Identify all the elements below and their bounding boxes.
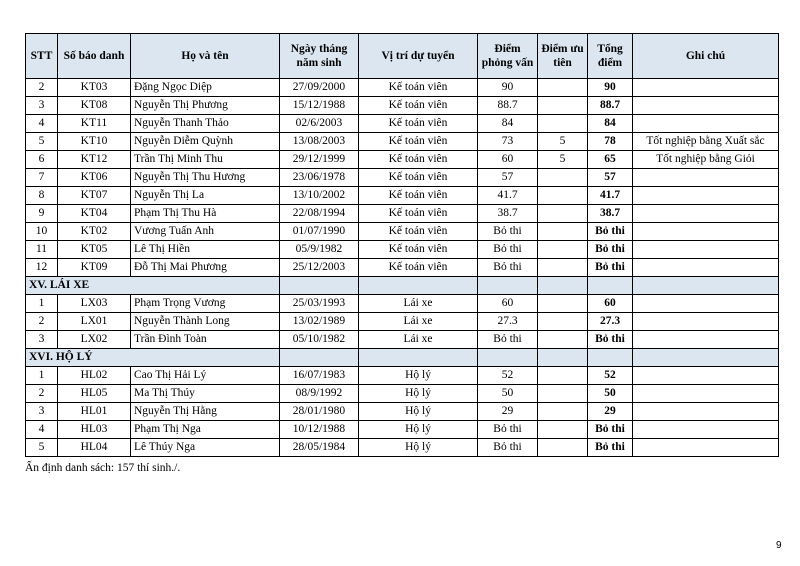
cell-total: 65 [588, 151, 633, 169]
cell-total: Bỏ thi [588, 259, 633, 277]
cell-note [633, 205, 779, 223]
cell-dob: 05/9/1982 [280, 241, 359, 259]
header-note: Ghi chú [633, 34, 779, 79]
cell-priority [538, 223, 588, 241]
cell-interview: 60 [478, 295, 538, 313]
cell-stt: 10 [26, 223, 58, 241]
cell-priority [538, 169, 588, 187]
cell-sbd: KT08 [58, 97, 131, 115]
results-table [25, 33, 779, 457]
cell-sbd: HL05 [58, 385, 131, 403]
cell-sbd: KT03 [58, 79, 131, 97]
cell-stt: 6 [26, 151, 58, 169]
cell-dob: 13/02/1989 [280, 313, 359, 331]
cell-total: 52 [588, 367, 633, 385]
cell-sbd: KT12 [58, 151, 131, 169]
table-row [26, 331, 779, 349]
table-row [26, 241, 779, 259]
cell-stt: 3 [26, 97, 58, 115]
cell-stt: 12 [26, 259, 58, 277]
cell-priority [538, 241, 588, 259]
cell-position: Hộ lý [359, 385, 478, 403]
cell-interview: 90 [478, 79, 538, 97]
cell-total: 29 [588, 403, 633, 421]
cell-total: 27.3 [588, 313, 633, 331]
cell-total: 78 [588, 133, 633, 151]
table-row [26, 169, 779, 187]
cell-name: Ma Thị Thúy [131, 385, 280, 403]
cell-dob: 23/06/1978 [280, 169, 359, 187]
table-row [26, 133, 779, 151]
cell-name: Nguyễn Thị La [131, 187, 280, 205]
cell-position: Lái xe [359, 295, 478, 313]
section-row [26, 277, 779, 295]
cell-dob: 29/12/1999 [280, 151, 359, 169]
cell-position: Lái xe [359, 313, 478, 331]
cell-position: Hộ lý [359, 439, 478, 457]
cell-position: Kế toán viên [359, 205, 478, 223]
cell-priority [538, 421, 588, 439]
section-empty-cell [588, 277, 633, 295]
footer-note: Ấn định danh sách: 157 thí sinh./. [25, 462, 181, 474]
cell-stt: 1 [26, 295, 58, 313]
header-position: Vị trí dự tuyển [359, 34, 478, 79]
section-empty-cell [478, 277, 538, 295]
section-empty-cell [359, 349, 478, 367]
section-row [26, 349, 779, 367]
cell-sbd: HL01 [58, 403, 131, 421]
table-row [26, 313, 779, 331]
table-row [26, 187, 779, 205]
cell-total: Bỏ thi [588, 439, 633, 457]
cell-stt: 3 [26, 403, 58, 421]
cell-priority [538, 367, 588, 385]
cell-interview: Bỏ thi [478, 439, 538, 457]
cell-priority [538, 295, 588, 313]
cell-sbd: KT04 [58, 205, 131, 223]
cell-total: 60 [588, 295, 633, 313]
cell-total: 84 [588, 115, 633, 133]
section-empty-cell [280, 349, 359, 367]
cell-note [633, 403, 779, 421]
cell-note [633, 259, 779, 277]
cell-sbd: LX01 [58, 313, 131, 331]
cell-priority [538, 385, 588, 403]
cell-name: Đỗ Thị Mai Phương [131, 259, 280, 277]
cell-total: 57 [588, 169, 633, 187]
cell-interview: 38.7 [478, 205, 538, 223]
header-interview: Điểm phỏng vấn [478, 34, 538, 79]
cell-total: 90 [588, 79, 633, 97]
cell-sbd: KT09 [58, 259, 131, 277]
cell-stt: 2 [26, 385, 58, 403]
cell-note [633, 331, 779, 349]
cell-interview: 73 [478, 133, 538, 151]
cell-interview: 60 [478, 151, 538, 169]
cell-priority [538, 97, 588, 115]
table-row [26, 259, 779, 277]
cell-position: Kế toán viên [359, 115, 478, 133]
cell-dob: 13/10/2002 [280, 187, 359, 205]
cell-stt: 7 [26, 169, 58, 187]
cell-stt: 3 [26, 331, 58, 349]
cell-name: Lê Thúy Nga [131, 439, 280, 457]
cell-position: Kế toán viên [359, 223, 478, 241]
cell-name: Cao Thị Hải Lý [131, 367, 280, 385]
cell-position: Hộ lý [359, 367, 478, 385]
cell-total: 50 [588, 385, 633, 403]
cell-note [633, 115, 779, 133]
cell-name: Nguyễn Thị Hằng [131, 403, 280, 421]
cell-name: Nguyễn Thị Phương [131, 97, 280, 115]
cell-priority [538, 259, 588, 277]
cell-sbd: KT06 [58, 169, 131, 187]
cell-dob: 16/07/1983 [280, 367, 359, 385]
cell-priority: 5 [538, 151, 588, 169]
cell-position: Kế toán viên [359, 151, 478, 169]
cell-dob: 13/08/2003 [280, 133, 359, 151]
section-empty-cell [588, 349, 633, 367]
cell-interview: 88.7 [478, 97, 538, 115]
cell-priority: 5 [538, 133, 588, 151]
cell-priority [538, 331, 588, 349]
cell-dob: 15/12/1988 [280, 97, 359, 115]
cell-priority [538, 115, 588, 133]
cell-stt: 4 [26, 115, 58, 133]
cell-dob: 22/08/1994 [280, 205, 359, 223]
cell-name: Nguyễn Thanh Thảo [131, 115, 280, 133]
header-stt: STT [26, 34, 58, 79]
cell-note [633, 97, 779, 115]
header-priority: Điểm ưu tiên [538, 34, 588, 79]
cell-position: Kế toán viên [359, 79, 478, 97]
cell-sbd: HL04 [58, 439, 131, 457]
table-row [26, 79, 779, 97]
cell-total: Bỏ thi [588, 241, 633, 259]
cell-interview: Bỏ thi [478, 421, 538, 439]
section-title: XVI. HỘ LÝ [26, 349, 280, 367]
cell-dob: 08/9/1992 [280, 385, 359, 403]
cell-note [633, 313, 779, 331]
cell-sbd: LX02 [58, 331, 131, 349]
cell-position: Kế toán viên [359, 133, 478, 151]
cell-stt: 2 [26, 313, 58, 331]
cell-priority [538, 313, 588, 331]
cell-name: Trần Đình Toàn [131, 331, 280, 349]
cell-stt: 8 [26, 187, 58, 205]
cell-interview: 41.7 [478, 187, 538, 205]
cell-position: Kế toán viên [359, 169, 478, 187]
cell-priority [538, 79, 588, 97]
section-empty-cell [538, 349, 588, 367]
cell-position: Kế toán viên [359, 259, 478, 277]
cell-stt: 1 [26, 367, 58, 385]
cell-position: Kế toán viên [359, 97, 478, 115]
cell-sbd: KT07 [58, 187, 131, 205]
cell-position: Hộ lý [359, 403, 478, 421]
table-row [26, 115, 779, 133]
section-title: XV. LÁI XE [26, 277, 280, 295]
header-row [26, 34, 779, 79]
cell-note [633, 295, 779, 313]
table-row [26, 205, 779, 223]
cell-position: Kế toán viên [359, 187, 478, 205]
cell-name: Nguyễn Thành Long [131, 313, 280, 331]
cell-sbd: KT05 [58, 241, 131, 259]
cell-sbd: HL03 [58, 421, 131, 439]
cell-stt: 5 [26, 439, 58, 457]
page-number: 9 [776, 540, 782, 551]
cell-sbd: KT02 [58, 223, 131, 241]
cell-note [633, 79, 779, 97]
table-row [26, 403, 779, 421]
section-empty-cell [478, 349, 538, 367]
cell-stt: 11 [26, 241, 58, 259]
cell-dob: 02/6/2003 [280, 115, 359, 133]
cell-dob: 27/09/2000 [280, 79, 359, 97]
section-empty-cell [633, 277, 779, 295]
section-empty-cell [359, 277, 478, 295]
cell-total: 88.7 [588, 97, 633, 115]
cell-note [633, 187, 779, 205]
table-row [26, 295, 779, 313]
cell-note [633, 385, 779, 403]
table-row [26, 439, 779, 457]
cell-dob: 28/01/1980 [280, 403, 359, 421]
cell-total: 41.7 [588, 187, 633, 205]
cell-sbd: KT10 [58, 133, 131, 151]
header-name: Họ và tên [131, 34, 280, 79]
cell-note: Tốt nghiệp bằng Xuất sắc [633, 133, 779, 151]
cell-interview: Bỏ thi [478, 223, 538, 241]
cell-note: Tốt nghiệp bằng Giỏi [633, 151, 779, 169]
cell-name: Đặng Ngọc Diệp [131, 79, 280, 97]
cell-note [633, 421, 779, 439]
cell-name: Vương Tuấn Anh [131, 223, 280, 241]
cell-total: Bỏ thi [588, 223, 633, 241]
cell-name: Trần Thị Minh Thu [131, 151, 280, 169]
cell-dob: 25/12/2003 [280, 259, 359, 277]
cell-interview: Bỏ thi [478, 259, 538, 277]
cell-priority [538, 439, 588, 457]
cell-note [633, 241, 779, 259]
cell-interview: Bỏ thi [478, 331, 538, 349]
section-empty-cell [633, 349, 779, 367]
table-row [26, 97, 779, 115]
cell-interview: 57 [478, 169, 538, 187]
cell-note [633, 223, 779, 241]
cell-priority [538, 403, 588, 421]
cell-interview: 52 [478, 367, 538, 385]
cell-stt: 5 [26, 133, 58, 151]
cell-position: Lái xe [359, 331, 478, 349]
cell-total: Bỏ thi [588, 421, 633, 439]
cell-note [633, 367, 779, 385]
table-row [26, 151, 779, 169]
table-row [26, 421, 779, 439]
cell-sbd: KT11 [58, 115, 131, 133]
cell-interview: 27.3 [478, 313, 538, 331]
cell-total: Bỏ thi [588, 331, 633, 349]
table-body [26, 79, 779, 457]
cell-note [633, 439, 779, 457]
table-row [26, 367, 779, 385]
cell-name: Nguyễn Diễm Quỳnh [131, 133, 280, 151]
cell-name: Lê Thị Hiền [131, 241, 280, 259]
cell-name: Nguyễn Thị Thu Hương [131, 169, 280, 187]
cell-sbd: LX03 [58, 295, 131, 313]
table-row [26, 385, 779, 403]
cell-interview: 84 [478, 115, 538, 133]
cell-interview: Bỏ thi [478, 241, 538, 259]
cell-sbd: HL02 [58, 367, 131, 385]
cell-dob: 10/12/1988 [280, 421, 359, 439]
cell-priority [538, 187, 588, 205]
cell-interview: 29 [478, 403, 538, 421]
header-total: Tổng điểm [588, 34, 633, 79]
cell-position: Hộ lý [359, 421, 478, 439]
header-dob: Ngày tháng năm sinh [280, 34, 359, 79]
cell-total: 38.7 [588, 205, 633, 223]
cell-name: Phạm Thị Nga [131, 421, 280, 439]
cell-dob: 25/03/1993 [280, 295, 359, 313]
cell-dob: 05/10/1982 [280, 331, 359, 349]
cell-dob: 28/05/1984 [280, 439, 359, 457]
cell-stt: 2 [26, 79, 58, 97]
cell-name: Phạm Trọng Vương [131, 295, 280, 313]
header-sbd: Số báo danh [58, 34, 131, 79]
cell-position: Kế toán viên [359, 241, 478, 259]
table-row [26, 223, 779, 241]
cell-stt: 4 [26, 421, 58, 439]
cell-dob: 01/07/1990 [280, 223, 359, 241]
section-empty-cell [538, 277, 588, 295]
section-empty-cell [280, 277, 359, 295]
cell-name: Phạm Thị Thu Hà [131, 205, 280, 223]
cell-note [633, 169, 779, 187]
cell-stt: 9 [26, 205, 58, 223]
cell-priority [538, 205, 588, 223]
cell-interview: 50 [478, 385, 538, 403]
